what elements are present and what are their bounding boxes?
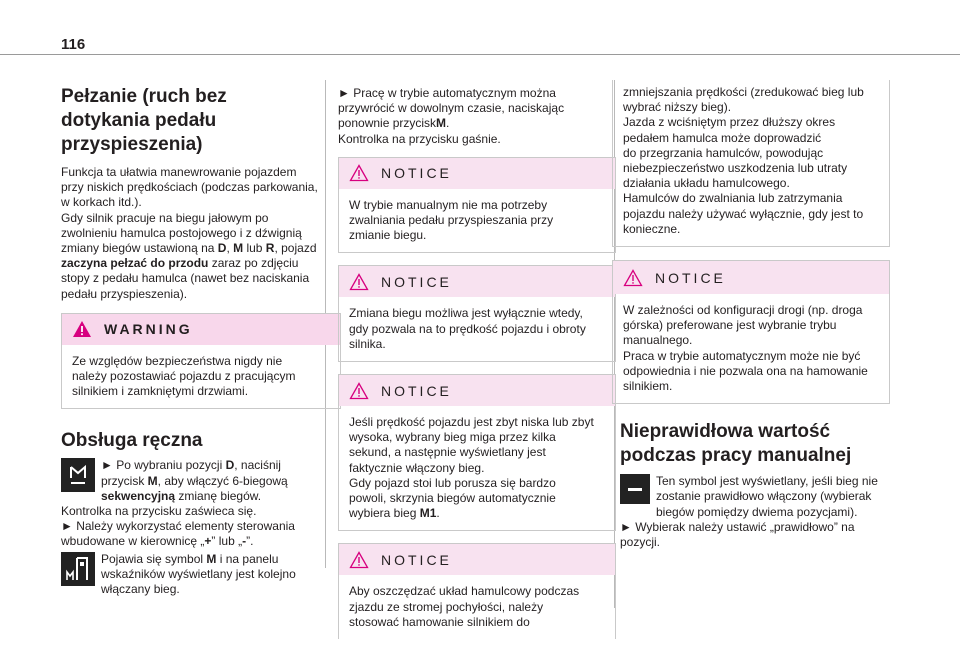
header-rule: [0, 54, 960, 55]
invalid-gear-block: Ten symbol jest wyświetlany, jeśli bieg nie zostanie prawidłowo włączony (wybierak biegów pomiędzy dwiema pozycjami). ► Wybierak należy ustawić „prawidłowo” na pozycji.: [620, 474, 878, 550]
invalid-gear-symbol-icon: [620, 474, 650, 504]
column-left: [61, 85, 341, 597]
notice-box: NOTICE Jeśli prędkość pojazdu jest zbyt niska lub zbyt wysoka, wybrany bieg miga przez kilka sekund, a następnie wyświetlany jest faktycznie włączony bieg. Gdy pojazd stoi lub porusza się bardzo powoli, skrzynia biegów automatycznie wybiera bieg M1.: [338, 374, 616, 531]
column-middle: [338, 86, 616, 639]
notice-triangle-icon: [349, 273, 369, 291]
warning-box: [61, 313, 341, 410]
section-title-manual: Obsługa ręczna: [61, 430, 203, 452]
notice-triangle-icon: [349, 551, 369, 569]
notice-box: NOTICE Aby oszczędzać układ hamulcowy podczas zjazdu ze stromej pochyłości, należy stosować hamowanie silnikiem do: [338, 543, 616, 639]
auto-mode-paragraph: ► Pracę w trybie automatycznym można przywrócić w dowolnym czasie, naciskając ponownie przyciskM. Kontrolka na przycisku gaśnie.: [338, 86, 565, 146]
warning-triangle-icon: [72, 320, 92, 338]
m-button-icon: [61, 458, 95, 492]
warning-label: WARNING: [104, 321, 193, 338]
section-title-invalid-gear: Nieprawidłowa wartość podczas pracy manualnej: [620, 421, 852, 467]
creeping-paragraph: Funkcja ta ułatwia manewrowanie pojazdem przy niskich prędkościach (podczas parkowania, w korkach itd.). Gdy silnik pracuje na biegu jałowym po zwolnieniu hamulca postojowego i z dźwignią zmiany biegów ustawioną na D, M lub R, pojazd zaczyna pełzać do przodu zaraz po zdjęciu stopy z pedału hamulca (nawet bez naciskania pedału przyspieszenia).: [61, 165, 318, 301]
notice-box: NOTICE Zmiana biegu możliwa jest wyłącznie wtedy, gdy pozwala na to prędkość pojazdu i obroty silnika.: [338, 265, 616, 362]
column-right: [612, 80, 890, 550]
notice-box: NOTICE W zależności od konfiguracji drogi (np. droga górska) preferowane jest wybranie trybu manualnego. Praca w trybie automatycznym może nie być odpowiednia i nie pozwala ona na hamowanie silnikiem.: [612, 260, 890, 404]
notice-box-continued: zmniejszania prędkości (zredukować bieg lub wybrać niższy bieg). Jazda z wciśniętym przez dłuższy okres pedałem hamulca może doprowadzić do przegrzania hamulców, powodując niebezpieczeństwo uszkodzenia lub utraty działania układu hamulcowego. Hamulców do zwalniania lub zatrzymania pojazdu należy używać wyłącznie, gdy jest to konieczne.: [612, 80, 890, 247]
notice-box: NOTICE W trybie manualnym nie ma potrzeby zwalniania pedału przyspieszania przy zmianie biegu.: [338, 157, 616, 254]
manual-block: ► Po wybraniu pozycji D, naciśnij przycisk M, aby włączyć 6-biegową sekwencyjną zmianę biegów. Kontrolka na przycisku zaświeca się. ► Należy wykorzystać elementy sterowania wbudowane w kierownicę „+” lub „-”. Pojawia się symbol M i na panelu wskaźników wyświetlany jest kolejno włączany bieg.: [61, 458, 296, 597]
warning-text: Ze względów bezpieczeństwa nigdy nie należy pozostawiać pojazdu z pracującym silnikiem i zamkniętymi drzwiami.: [72, 353, 296, 399]
section-title-creeping: Pełzanie (ruch bez dotykania pedału przyspieszenia): [61, 86, 227, 155]
notice-triangle-icon: [349, 164, 369, 182]
notice-triangle-icon: [349, 382, 369, 400]
notice-triangle-icon: [623, 269, 643, 287]
page-number: 116: [61, 36, 86, 53]
manual-gear-display-icon: [61, 552, 95, 586]
